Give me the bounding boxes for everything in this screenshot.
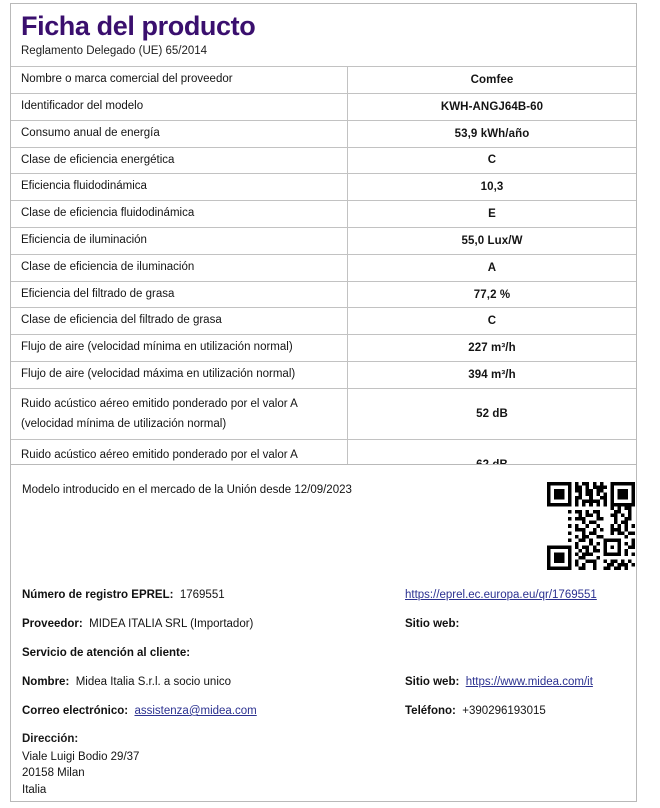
eprel-label: Número de registro EPREL: — [22, 589, 177, 601]
contact-name — [22, 676, 231, 688]
website-label: Sitio web: — [405, 676, 463, 688]
spec-value: C — [348, 308, 637, 335]
spec-value: 10,3 — [348, 174, 637, 201]
spec-value: 77,2 % — [348, 281, 637, 308]
spec-label: Eficiencia de iluminación — [11, 228, 348, 255]
contact-phone — [405, 705, 546, 717]
spec-value: 227 m³/h — [348, 335, 637, 362]
contact-email — [22, 705, 257, 717]
table-row — [11, 67, 636, 94]
spec-label: Clase de eficiencia del filtrado de grasa — [11, 308, 348, 335]
address-block — [22, 731, 139, 799]
supplier — [22, 618, 253, 630]
website — [405, 676, 593, 688]
specifications-table — [11, 66, 636, 517]
regulation-subtitle: Reglamento Delegado (UE) 65/2014 — [21, 45, 208, 58]
address-label: Dirección: — [22, 733, 79, 745]
website-empty — [405, 618, 463, 630]
qr-code-icon[interactable] — [547, 482, 635, 570]
spec-label: Flujo de aire (velocidad máxima en utilización normal) — [11, 362, 348, 389]
spec-value: 52 dB — [348, 388, 637, 439]
website-url-link[interactable]: https://www.midea.com/it — [465, 676, 593, 688]
address-line: 20158 Milan — [22, 767, 85, 780]
eprel-url-link[interactable]: https://eprel.ec.europa.eu/qr/1769551 — [405, 589, 597, 601]
spec-label: Clase de eficiencia fluidodinámica — [11, 201, 348, 228]
spec-label: Eficiencia del filtrado de grasa — [11, 281, 348, 308]
table-row — [11, 174, 636, 201]
spec-value: Comfee — [348, 67, 637, 94]
address-lines — [22, 749, 139, 799]
spec-value: 394 m³/h — [348, 362, 637, 389]
page-title: Ficha del producto — [21, 11, 256, 41]
name-label: Nombre: — [22, 676, 73, 688]
eprel-value: 1769551 — [179, 589, 225, 601]
phone-value: +390296193015 — [462, 705, 546, 717]
spec-label: Nombre o marca comercial del proveedor — [11, 67, 348, 94]
row-customer-service — [11, 647, 636, 676]
spec-label: Clase de eficiencia energética — [11, 147, 348, 174]
supplier-value: MIDEA ITALIA SRL (Importador) — [89, 618, 254, 630]
table-row — [11, 281, 636, 308]
spec-value: 55,0 Lux/W — [348, 228, 637, 255]
email-label: Correo electrónico: — [22, 705, 132, 717]
supplier-label: Proveedor: — [22, 618, 86, 630]
table-row — [11, 308, 636, 335]
spec-value: C — [348, 147, 637, 174]
customer-service-label: Servicio de atención al cliente: — [22, 647, 194, 659]
market-introduction-notice: Modelo introducido en el mercado de la Unión desde 12/09/2023 — [22, 484, 352, 496]
spec-label: Identificador del modelo — [11, 93, 348, 120]
table-row — [11, 388, 636, 439]
table-row — [11, 201, 636, 228]
website-empty-label: Sitio web: — [405, 618, 463, 630]
spec-label: Flujo de aire (velocidad mínima en utilización normal) — [11, 335, 348, 362]
row-eprel — [11, 589, 636, 618]
table-row — [11, 228, 636, 255]
spec-value: A — [348, 254, 637, 281]
table-row — [11, 335, 636, 362]
row-email — [11, 705, 636, 734]
spec-label — [11, 388, 348, 439]
table-row — [11, 362, 636, 389]
specifications-table-body — [11, 67, 636, 518]
supplier-details — [11, 589, 636, 734]
spec-value: 53,9 kWh/año — [348, 120, 637, 147]
name-value: Midea Italia S.r.l. a socio unico — [75, 676, 232, 688]
table-row — [11, 254, 636, 281]
spec-label-line: (velocidad mínima de utilización normal) — [21, 418, 227, 431]
address-line: Italia — [22, 784, 47, 797]
table-row — [11, 147, 636, 174]
eprel-registration — [22, 589, 225, 601]
spec-label: Eficiencia fluidodinámica — [11, 174, 348, 201]
table-row — [11, 93, 636, 120]
spec-label-line: Ruido acústico aéreo emitido ponderado por el valor A — [21, 449, 298, 462]
phone-label: Teléfono: — [405, 705, 460, 717]
spec-label-line: Ruido acústico aéreo emitido ponderado por el valor A — [21, 397, 298, 410]
spec-label: Clase de eficiencia de iluminación — [11, 254, 348, 281]
address-line: Viale Luigi Bodio 29/37 — [22, 750, 140, 763]
row-supplier — [11, 618, 636, 647]
spec-value: KWH-ANGJ64B-60 — [348, 93, 637, 120]
supplier-info-card — [10, 464, 637, 802]
row-name — [11, 676, 636, 705]
eprel-url-container — [405, 589, 597, 601]
product-info-card — [10, 3, 637, 518]
qr-code-svg — [547, 482, 635, 570]
spec-value: E — [348, 201, 637, 228]
spec-label: Consumo anual de energía — [11, 120, 348, 147]
table-row — [11, 120, 636, 147]
email-link[interactable]: assistenza@midea.com — [134, 705, 257, 717]
customer-service — [22, 647, 193, 659]
